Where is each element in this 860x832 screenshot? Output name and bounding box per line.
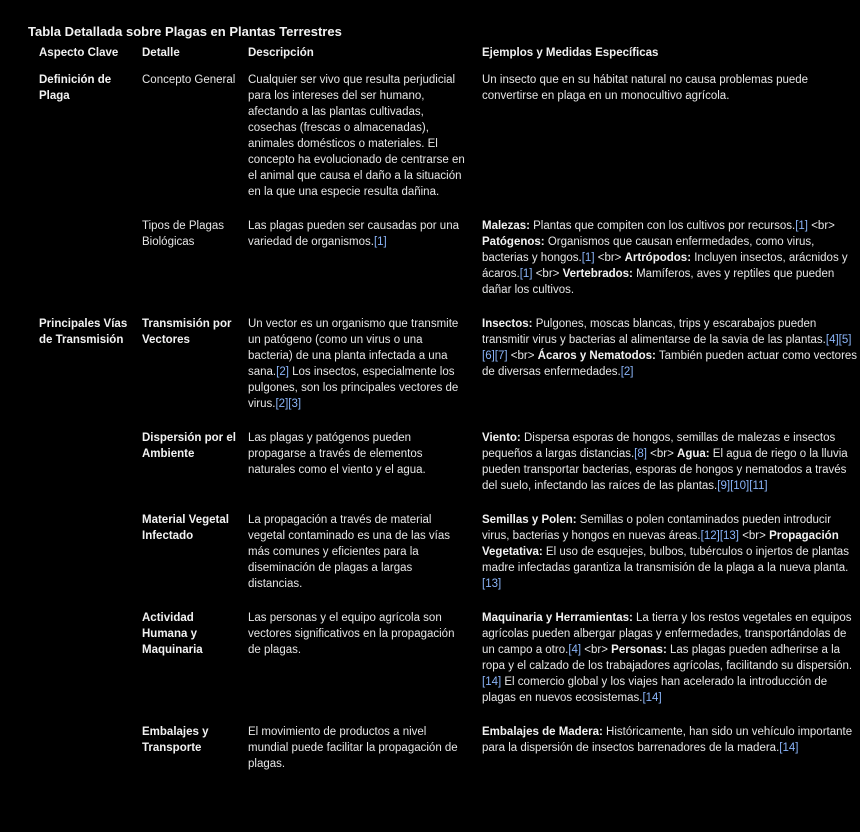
cell-aspect <box>28 610 142 724</box>
cell-detail: Material Vegetal Infectado <box>142 514 229 542</box>
citation-link[interactable]: [14] <box>642 692 662 704</box>
citation-link[interactable]: [1] <box>519 268 533 280</box>
bold-term: Patógenos: <box>482 236 545 248</box>
citation-link[interactable]: [8] <box>634 448 647 460</box>
table-row <box>28 610 860 724</box>
page-title: Tabla Detallada sobre Plagas en Plantas Terrestres <box>28 24 342 39</box>
citation-link[interactable]: [3] <box>288 398 302 410</box>
cell-detail: Actividad Humana y Maquinaria <box>142 612 203 656</box>
table-row <box>28 512 860 610</box>
cell-examples: Viento: Dispersa esporas de hongos, semillas de malezas e insectos pequeños a largas distancias.[8] <br> Agua: El agua de riego o la lluvia pueden transportar bacterias, esporas de hongos y nematodos a través del suelo, infectando las raíces de las plantas.[9][10][11] <box>482 432 848 492</box>
cell-description: La propagación a través de material vegetal contaminado es una de las vías más comunes y eficientes para la diseminación de plagas a largas distancias. <box>248 514 451 590</box>
bold-term: Insectos: <box>482 318 533 330</box>
cell-examples: Malezas: Plantas que compiten con los cultivos por recursos.[1] <br> Patógenos: Organismos que causan enfermedades, como virus, bacterias y hongos.[1] <br> Artrópodos: Incluyen insectos, arácnidos y ácaros.[1] <br> Vertebrados: Mamíferos, aves y reptiles que pueden dañar los cultivos. <box>482 220 848 296</box>
table-row <box>28 430 860 512</box>
citation-link[interactable]: [13] <box>482 578 502 590</box>
citation-link[interactable]: [13] <box>719 530 739 542</box>
table-header-row <box>28 45 860 72</box>
citation-link[interactable]: [2] <box>276 366 289 378</box>
citation-link[interactable]: [2] <box>620 366 634 378</box>
cell-aspect <box>28 218 142 316</box>
citation-link[interactable]: [12] <box>700 530 720 542</box>
pests-table <box>28 45 860 790</box>
citation-link[interactable]: [14] <box>482 676 502 688</box>
bold-term: Malezas: <box>482 220 530 232</box>
citation-link[interactable]: [1] <box>795 220 809 232</box>
cell-detail: Transmisión por Vectores <box>142 318 232 346</box>
cell-examples: Maquinaria y Herramientas: La tierra y los restos vegetales en equipos agrícolas pueden albergar plagas y enfermedades, transportándolas de un campo a otro.[4] <br> Personas: Las plagas pueden adherirse a la ropa y el calzado de los trabajadores agrícolas, facilitando su dispersión.[14] El comercio global y los viajes han acelerado la introducción de plagas en nuevos ecosistemas.[14] <box>482 612 853 704</box>
bold-term: Semillas y Polen: <box>482 514 577 526</box>
citation-link[interactable]: [2] <box>275 398 289 410</box>
cell-description: Las personas y el equipo agrícola son vectores significativos en la propagación de plagas. <box>248 612 455 656</box>
table-row <box>28 724 860 790</box>
citation-link[interactable]: [7] <box>494 350 508 362</box>
cell-description: El movimiento de productos a nivel mundial puede facilitar la propagación de plagas. <box>248 726 458 770</box>
cell-detail: Tipos de Plagas Biológicas <box>142 220 225 248</box>
citation-link[interactable]: [9] <box>717 480 731 492</box>
citation-link[interactable]: [11] <box>749 480 768 492</box>
bold-term: Ácaros y Nematodos: <box>537 350 656 362</box>
table-row <box>28 72 860 218</box>
bold-term: Embalajes de Madera: <box>482 726 603 738</box>
cell-detail: Concepto General <box>142 74 236 86</box>
citation-link[interactable]: [14] <box>779 742 799 754</box>
cell-examples: Embalajes de Madera: Históricamente, han sido un vehículo importante para la dispersión de insectos barrenadores de la madera.[14] <box>482 726 853 754</box>
bold-term: Personas: <box>611 644 667 656</box>
cell-aspect <box>28 724 142 790</box>
bold-term: Agua: <box>677 448 710 460</box>
header-examples: Ejemplos y Medidas Específicas <box>482 47 659 59</box>
header-aspect: Aspecto Clave <box>39 47 119 59</box>
cell-detail: Dispersión por el Ambiente <box>142 432 236 460</box>
cell-examples: Semillas y Polen: Semillas o polen contaminados pueden introducir virus, bacterias y hongos en nuevas áreas.[12][13] <br> Propagación Vegetativa: El uso de esquejes, bulbos, tubérculos o injertos de plantas madre infectadas garantiza la transmisión de la plaga a la nueva planta.[13] <box>482 514 849 590</box>
cell-description: Cualquier ser vivo que resulta perjudicial para los intereses del ser humano, afectando a las plantas cultivadas, cosechas (frescas o almacenadas), animales domésticos o materiales. El concepto ha evolucionado de centrarse en el animal que causa el daño a la situación en la que una especie resulta dañina. <box>248 74 465 198</box>
citation-link[interactable]: [5] <box>838 334 852 346</box>
citation-link[interactable]: [10] <box>730 480 750 492</box>
cell-description: Las plagas pueden ser causadas por una variedad de organismos.[1] <box>248 220 459 248</box>
cell-aspect: Definición de Plaga <box>39 74 112 102</box>
bold-term: Vertebrados: <box>562 268 633 280</box>
header-detail: Detalle <box>142 47 180 59</box>
cell-detail: Embalajes y Transporte <box>142 726 209 754</box>
citation-link[interactable]: [4] <box>568 644 582 656</box>
cell-description: Un vector es un organismo que transmite un patógeno (como un virus o una bacteria) de una planta infectada a una sana.[2] Los insectos, especialmente los pulgones, son los principales vectores de virus.[2][3] <box>248 318 459 410</box>
cell-description: Las plagas y patógenos pueden propagarse a través de elementos naturales como el viento y el agua. <box>248 432 426 476</box>
cell-aspect <box>28 512 142 610</box>
cell-examples: Insectos: Pulgones, moscas blancas, trips y escarabajos pueden transmitir virus y bacterias al alimentarse de la savia de las plantas.[4][5][6][7] <br> Ácaros y Nematodos: También pueden actuar como vectores de diversas enfermedades.[2] <box>482 318 858 378</box>
cell-examples: Un insecto que en su hábitat natural no causa problemas puede convertirse en plaga en un monocultivo agrícola. <box>482 74 809 102</box>
citation-link[interactable]: [4] <box>825 334 839 346</box>
table-body <box>28 72 860 790</box>
bold-term: Maquinaria y Herramientas: <box>482 612 633 624</box>
cell-aspect <box>28 430 142 512</box>
header-description: Descripción <box>248 47 314 59</box>
bold-term: Viento: <box>482 432 521 444</box>
citation-link[interactable]: [6] <box>482 350 495 362</box>
citation-link[interactable]: [1] <box>373 236 387 248</box>
bold-term: Artrópodos: <box>624 252 692 264</box>
table-row <box>28 218 860 316</box>
cell-aspect: Principales Vías de Transmisión <box>39 318 128 346</box>
table-row <box>28 316 860 430</box>
bold-term: Propagación Vegetativa: <box>482 530 839 558</box>
citation-link[interactable]: [1] <box>581 252 595 264</box>
